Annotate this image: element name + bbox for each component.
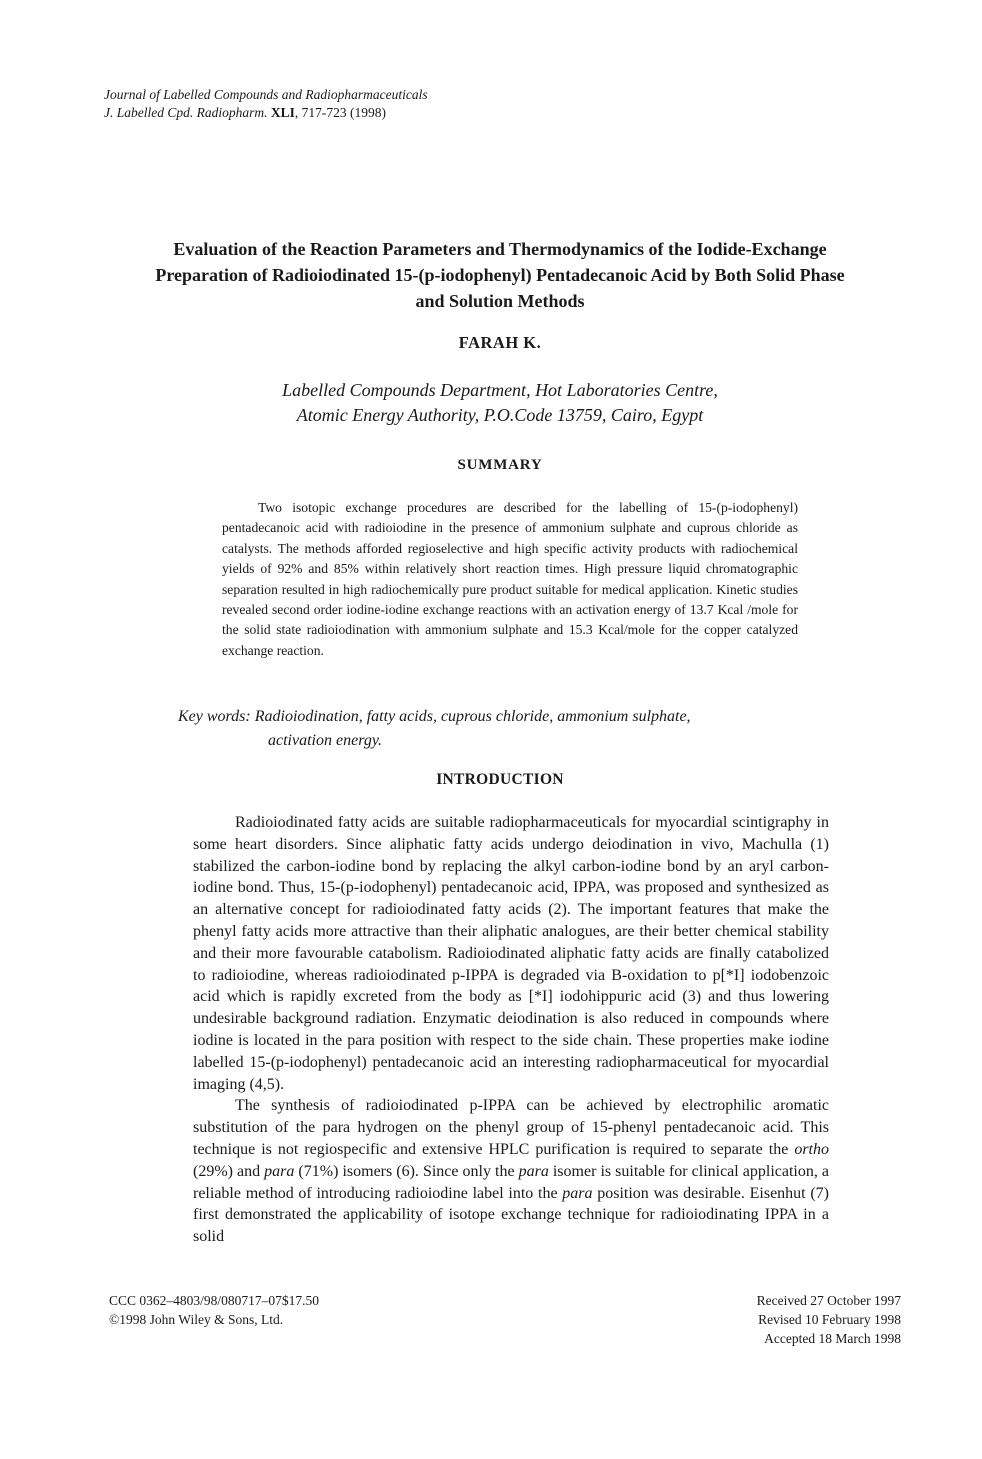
footer-dates <box>757 1291 901 1348</box>
ccc-code: CCC 0362–4803/98/080717–07$17.50 <box>109 1293 320 1308</box>
p2-para-3: para <box>562 1184 593 1202</box>
p2-para-2: para <box>518 1162 549 1180</box>
footer-left <box>109 1291 319 1329</box>
keywords-line-2: activation energy. <box>268 732 383 749</box>
p2-part-b: (29%) and <box>193 1162 265 1180</box>
affiliation-line-2: Atomic Energy Authority, P.O.Code 13759, Cairo, Egypt <box>296 405 704 425</box>
affiliation <box>150 378 850 428</box>
p2-para-1: para <box>264 1162 295 1180</box>
p2-part-a: The synthesis of radioiodinated p-IPPA can be achieved by electrophilic aromatic substitution of the para hydrogen on the phenyl group of 15-phenyl pentadecanoic acid. This technique is not regiospecific and extensive HPLC purification is required to separate the <box>193 1097 829 1158</box>
citation-pages-year: , 717-723 (1998) <box>294 105 387 120</box>
keywords <box>178 705 838 753</box>
introduction-paragraph-2 <box>193 1095 829 1248</box>
received-date: Received 27 October 1997 <box>756 1293 901 1308</box>
affiliation-line-1: Labelled Compounds Department, Hot Laboratories Centre, <box>282 380 718 400</box>
revised-date: Revised 10 February 1998 <box>758 1312 901 1327</box>
keywords-label: Key words: <box>178 708 251 725</box>
accepted-date: Accepted 18 March 1998 <box>764 1331 901 1346</box>
citation-volume: XLI <box>270 105 295 120</box>
p2-part-c: (71%) isomers (6). Since only the <box>294 1162 519 1180</box>
journal-citation <box>104 104 428 122</box>
p2-part-d: isomer is suitable for clinical application, a reliable method of introducing radioiodine label into the <box>193 1162 829 1202</box>
journal-header <box>104 86 428 122</box>
summary-text: Two isotopic exchange procedures are described for the labelling of 15-(p-iodophenyl) pentadecanoic acid with radioiodine in the presence of ammonium sulphate and cuprous chloride as catalysts. The methods afforded regioselective and high specific activity products with radiochemical yields of 92% and 85% within relatively short reaction times. High pressure liquid chromatographic separation resulted in high radiochemically pure product suitable for medical application. Kinetic studies revealed second order iodine-iodine exchange reactions with an activation energy of 13.7 Kcal /mole for the solid state radioiodination with ammonium sulphate and 15.3 Kcal/mole for the copper catalyzed exchange reaction. <box>222 500 798 658</box>
p2-part-e: position was desirable. Eisenhut (7) first demonstrated the applicability of isotope exchange technique for radioiodinating IPPA in a solid <box>193 1184 830 1246</box>
citation-prefix: J. Labelled Cpd. Radiopharm. <box>104 105 268 120</box>
p2-ortho: ortho <box>794 1140 829 1158</box>
summary-heading: SUMMARY <box>457 457 543 473</box>
introduction-heading: INTRODUCTION <box>436 771 564 788</box>
keywords-line-1: Radioiodination, fatty acids, cuprous chloride, ammonium sulphate, <box>250 708 691 725</box>
copyright: ©1998 John Wiley & Sons, Ltd. <box>109 1312 284 1327</box>
journal-name: Journal of Labelled Compounds and Radiopharmaceuticals <box>104 87 428 102</box>
introduction-paragraph-1: Radioiodinated fatty acids are suitable radiopharmaceuticals for myocardial scintigraphy in some heart disorders. Since aliphatic fatty acids undergo deiodination in vivo, Machulla (1) stabilized the carbon-iodine bond by replacing the alkyl carbon-iodine bond by an aryl carbon-iodine bond. Thus, 15-(p-iodophenyl) pentadecanoic acid, IPPA, was proposed and synthesized as an alternative concept for radioiodinated fatty acids (2). The important features that make the phenyl fatty acids more attractive than their aliphatic analogues, are their better chemical stability and their more favourable catabolism. Radioiodinated aliphatic fatty acids are finally catabolized to radioiodine, whereas radioiodinated p-IPPA is degraded via B-oxidation to p[*I] iodobenzoic acid which is rapidly excreted from the body as [*I] iodohippuric acid (3) and thus lowering undesirable background radiation. Enzymatic deiodination is also reduced in compounds where iodine is located in the para position with respect to the side chain. These properties make iodine labelled 15-(p-iodophenyl) pentadecanoic acid an interesting radiopharmaceutical for myocardial imaging (4,5). <box>193 814 829 1093</box>
introduction-body <box>193 812 829 1248</box>
paper-title: Evaluation of the Reaction Parameters and Thermodynamics of the Iodide-Exchange Preparation of Radioiodinated 15-(p-iodophenyl) Pentadecanoic Acid by Both Solid Phase and Solution Methods <box>155 239 845 311</box>
author-name: FARAH K. <box>458 333 542 352</box>
